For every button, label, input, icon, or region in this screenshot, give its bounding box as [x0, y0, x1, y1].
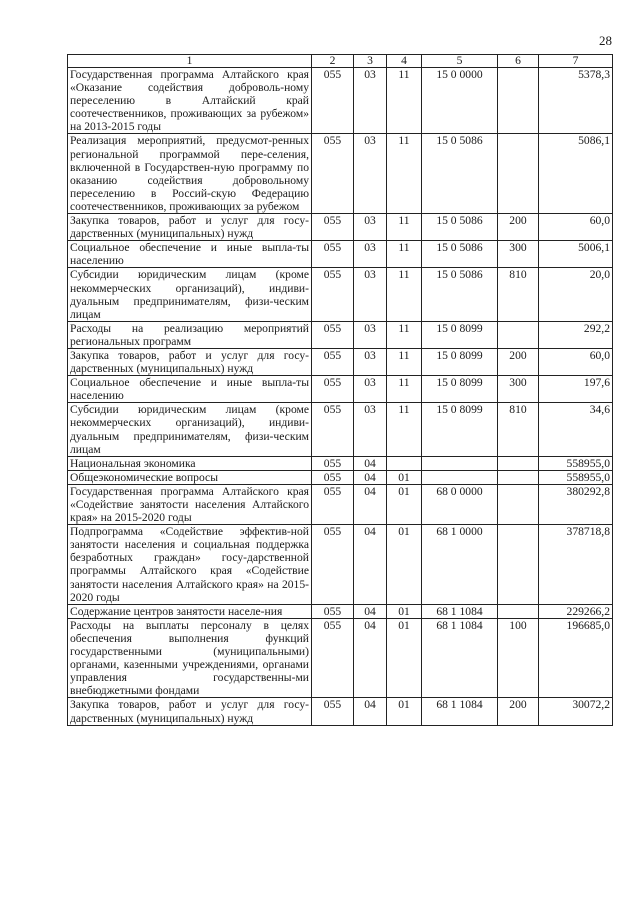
amount-cell: 34,6 — [539, 403, 613, 456]
target-article-cell: 15 0 5086 — [422, 134, 498, 214]
section-cell: 03 — [354, 68, 387, 134]
column-header-2: 2 — [312, 55, 354, 68]
admin-code-cell: 055 — [312, 376, 354, 403]
table-row — [68, 134, 613, 214]
section-cell: 04 — [354, 484, 387, 524]
row-name-cell: Закупка товаров, работ и услуг для госу-дарственных (муниципальных) нужд — [68, 348, 312, 375]
subsection-cell: 11 — [387, 403, 422, 456]
amount-cell: 380292,8 — [539, 484, 613, 524]
table-row — [68, 321, 613, 348]
expense-type-cell: 810 — [498, 268, 539, 321]
admin-code-cell: 055 — [312, 618, 354, 698]
target-article-cell — [422, 456, 498, 470]
row-name-cell: Субсидии юридическим лицам (кроме некоммерческих организаций), индиви-дуальным предпринимателям, физи-ческим лицам — [68, 268, 312, 321]
target-article-cell: 68 1 1084 — [422, 698, 498, 725]
target-article-cell: 15 0 8099 — [422, 348, 498, 375]
target-article-cell: 68 0 0000 — [422, 484, 498, 524]
subsection-cell: 01 — [387, 698, 422, 725]
admin-code-cell: 055 — [312, 241, 354, 268]
subsection-cell: 01 — [387, 525, 422, 605]
target-article-cell: 15 0 5086 — [422, 214, 498, 241]
admin-code-cell: 055 — [312, 470, 354, 484]
admin-code-cell: 055 — [312, 348, 354, 375]
row-name-cell: Государственная программа Алтайского края «Содействие занятости населения Алтайского края» на 2015-2020 годы — [68, 484, 312, 524]
section-cell: 03 — [354, 376, 387, 403]
row-name-cell: Социальное обеспечение и иные выпла-ты населению — [68, 241, 312, 268]
target-article-cell: 68 1 0000 — [422, 525, 498, 605]
section-cell: 04 — [354, 698, 387, 725]
row-name-cell: Расходы на реализацию мероприятий региональных программ — [68, 321, 312, 348]
table-row — [68, 484, 613, 524]
table-body — [68, 68, 613, 726]
subsection-cell: 11 — [387, 68, 422, 134]
row-name-cell: Общеэкономические вопросы — [68, 470, 312, 484]
table-row — [68, 68, 613, 134]
section-cell: 03 — [354, 241, 387, 268]
section-cell: 03 — [354, 268, 387, 321]
amount-cell: 229266,2 — [539, 604, 613, 618]
target-article-cell: 15 0 8099 — [422, 321, 498, 348]
subsection-cell: 01 — [387, 470, 422, 484]
table-row — [68, 470, 613, 484]
table-row — [68, 268, 613, 321]
amount-cell: 196685,0 — [539, 618, 613, 698]
table-row — [68, 698, 613, 725]
expense-type-cell: 200 — [498, 214, 539, 241]
row-name-cell: Государственная программа Алтайского края «Оказание содействия доброволь-ному переселению в Алтайский край соотечественников, проживающих за рубежом» на 2013-2015 годы — [68, 68, 312, 134]
target-article-cell: 15 0 8099 — [422, 403, 498, 456]
subsection-cell: 01 — [387, 618, 422, 698]
subsection-cell: 01 — [387, 604, 422, 618]
admin-code-cell: 055 — [312, 268, 354, 321]
column-header-4: 4 — [387, 55, 422, 68]
expense-type-cell — [498, 134, 539, 214]
subsection-cell: 11 — [387, 134, 422, 214]
target-article-cell: 15 0 5086 — [422, 241, 498, 268]
expense-type-cell: 300 — [498, 241, 539, 268]
expense-type-cell: 810 — [498, 403, 539, 456]
budget-table — [67, 54, 613, 726]
amount-cell: 292,2 — [539, 321, 613, 348]
section-cell: 04 — [354, 456, 387, 470]
table-row — [68, 525, 613, 605]
table-row — [68, 456, 613, 470]
column-header-6: 6 — [498, 55, 539, 68]
column-header-3: 3 — [354, 55, 387, 68]
table-row — [68, 241, 613, 268]
subsection-cell: 11 — [387, 268, 422, 321]
admin-code-cell: 055 — [312, 456, 354, 470]
expense-type-cell: 200 — [498, 698, 539, 725]
table-row — [68, 214, 613, 241]
section-cell: 03 — [354, 348, 387, 375]
table-row — [68, 618, 613, 698]
row-name-cell: Национальная экономика — [68, 456, 312, 470]
amount-cell: 5378,3 — [539, 68, 613, 134]
admin-code-cell: 055 — [312, 321, 354, 348]
amount-cell: 5086,1 — [539, 134, 613, 214]
expense-type-cell: 300 — [498, 376, 539, 403]
target-article-cell: 15 0 8099 — [422, 376, 498, 403]
row-name-cell: Закупка товаров, работ и услуг для госу-дарственных (муниципальных) нужд — [68, 698, 312, 725]
admin-code-cell: 055 — [312, 525, 354, 605]
column-header-7: 7 — [539, 55, 613, 68]
section-cell: 04 — [354, 470, 387, 484]
row-name-cell: Расходы на выплаты персоналу в целях обеспечения выполнения функций государственными (муниципальными) органами, казенными учреждениями, органами управления государственны-ми внебюджетными фондами — [68, 618, 312, 698]
admin-code-cell: 055 — [312, 484, 354, 524]
row-name-cell: Субсидии юридическим лицам (кроме некоммерческих организаций), индиви-дуальным предпринимателям, физи-ческим лицам — [68, 403, 312, 456]
table-row — [68, 348, 613, 375]
section-cell: 04 — [354, 525, 387, 605]
row-name-cell: Подпрограмма «Содействие эффектив-ной занятости населения и социальная поддержка безработных граждан» госу-дарственной программы Алтайского края «Содействие занятости населения Алтайского края» на 2015-2020 годы — [68, 525, 312, 605]
table-header-row — [68, 55, 613, 68]
expense-type-cell — [498, 68, 539, 134]
subsection-cell: 01 — [387, 484, 422, 524]
expense-type-cell — [498, 484, 539, 524]
table-row — [68, 376, 613, 403]
subsection-cell: 11 — [387, 321, 422, 348]
expense-type-cell — [498, 525, 539, 605]
admin-code-cell: 055 — [312, 214, 354, 241]
target-article-cell: 15 0 0000 — [422, 68, 498, 134]
amount-cell: 30072,2 — [539, 698, 613, 725]
amount-cell: 20,0 — [539, 268, 613, 321]
row-name-cell: Реализация мероприятий, предусмот-ренных региональной программой пере-селения, включенной в Государствен-ную программу по оказанию содействия добровольному переселению в Россий-скую Федерацию соотечественников, проживающих за рубежом — [68, 134, 312, 214]
expense-type-cell — [498, 604, 539, 618]
amount-cell: 197,6 — [539, 376, 613, 403]
table-row — [68, 604, 613, 618]
section-cell: 03 — [354, 134, 387, 214]
admin-code-cell: 055 — [312, 698, 354, 725]
admin-code-cell: 055 — [312, 68, 354, 134]
row-name-cell: Социальное обеспечение и иные выпла-ты населению — [68, 376, 312, 403]
expense-type-cell: 100 — [498, 618, 539, 698]
column-header-5: 5 — [422, 55, 498, 68]
amount-cell: 378718,8 — [539, 525, 613, 605]
target-article-cell: 68 1 1084 — [422, 604, 498, 618]
section-cell: 04 — [354, 604, 387, 618]
expense-type-cell — [498, 470, 539, 484]
section-cell: 03 — [354, 321, 387, 348]
amount-cell: 60,0 — [539, 214, 613, 241]
table-row — [68, 403, 613, 456]
expense-type-cell — [498, 456, 539, 470]
target-article-cell: 15 0 5086 — [422, 268, 498, 321]
section-cell: 03 — [354, 403, 387, 456]
column-header-1: 1 — [68, 55, 312, 68]
expense-type-cell — [498, 321, 539, 348]
subsection-cell: 11 — [387, 348, 422, 375]
subsection-cell: 11 — [387, 376, 422, 403]
expense-type-cell: 200 — [498, 348, 539, 375]
admin-code-cell: 055 — [312, 604, 354, 618]
amount-cell: 60,0 — [539, 348, 613, 375]
section-cell: 03 — [354, 214, 387, 241]
amount-cell: 558955,0 — [539, 470, 613, 484]
page-number: 28 — [599, 33, 612, 48]
section-cell: 04 — [354, 618, 387, 698]
target-article-cell: 68 1 1084 — [422, 618, 498, 698]
row-name-cell: Содержание центров занятости населе-ния — [68, 604, 312, 618]
subsection-cell: 11 — [387, 214, 422, 241]
subsection-cell — [387, 456, 422, 470]
admin-code-cell: 055 — [312, 403, 354, 456]
target-article-cell — [422, 470, 498, 484]
amount-cell: 5006,1 — [539, 241, 613, 268]
row-name-cell: Закупка товаров, работ и услуг для госу-дарственных (муниципальных) нужд — [68, 214, 312, 241]
amount-cell: 558955,0 — [539, 456, 613, 470]
admin-code-cell: 055 — [312, 134, 354, 214]
subsection-cell: 11 — [387, 241, 422, 268]
